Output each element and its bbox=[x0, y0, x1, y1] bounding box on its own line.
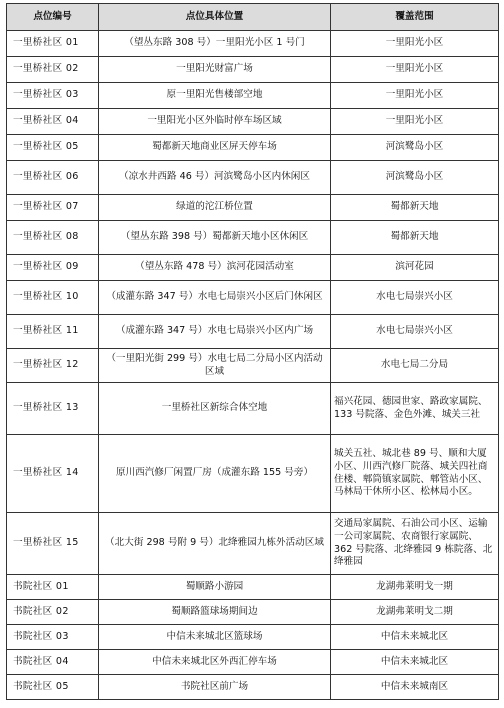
cell-coverage: 河滨鹭岛小区 bbox=[331, 161, 499, 195]
cell-location: 原一里阳光售楼部空地 bbox=[99, 83, 331, 109]
table-row bbox=[7, 625, 499, 650]
cell-location: （望丛东路 478 号）滨河花园活动室 bbox=[99, 255, 331, 281]
header-coverage: 覆盖范围 bbox=[331, 4, 499, 31]
cell-location: （望丛东路 308 号）一里阳光小区 1 号门 bbox=[99, 31, 331, 57]
table-row bbox=[7, 675, 499, 700]
cell-location: 蜀都新天地商业区屏天停车场 bbox=[99, 135, 331, 161]
cell-id: 书院社区 05 bbox=[7, 675, 99, 700]
cell-id: 一里桥社区 01 bbox=[7, 31, 99, 57]
cell-coverage: 福兴花园、德园世家、路政家属院、133 号院落、金色外滩、城关三社 bbox=[331, 383, 499, 435]
cell-coverage: 中信未来城北区 bbox=[331, 650, 499, 675]
cell-location: 蜀顺路篮球场期间边 bbox=[99, 600, 331, 625]
cell-coverage: 水电七局崇兴小区 bbox=[331, 281, 499, 315]
table-row bbox=[7, 349, 499, 383]
cell-coverage: 龙湖弗莱明戈一期 bbox=[331, 575, 499, 600]
cell-location: 绿道的沱江桥位置 bbox=[99, 195, 331, 221]
table-header-row bbox=[7, 4, 499, 31]
cell-coverage: 龙湖弗莱明戈二期 bbox=[331, 600, 499, 625]
table-row bbox=[7, 31, 499, 57]
cell-id: 一里桥社区 08 bbox=[7, 221, 99, 255]
table-row bbox=[7, 255, 499, 281]
cell-coverage: 交通局家属院、石油公司小区、运输一公司家属院、农商银行家属院、362 号院落、北绛雅园 9 栋院落、北绛雅园 bbox=[331, 513, 499, 575]
cell-id: 一里桥社区 02 bbox=[7, 57, 99, 83]
cell-location: 蜀顺路小游园 bbox=[99, 575, 331, 600]
location-table bbox=[6, 3, 499, 700]
table-row bbox=[7, 575, 499, 600]
cell-id: 一里桥社区 14 bbox=[7, 435, 99, 513]
table-row bbox=[7, 109, 499, 135]
table-row bbox=[7, 281, 499, 315]
cell-coverage: 城关五社、城北巷 89 号、顺和大厦小区、川西汽修厂院落、城关四社商住楼、郫筒镇家属院、郫管站小区、马林局干休所小区、松林局小区。 bbox=[331, 435, 499, 513]
cell-location: 一里桥社区新综合体空地 bbox=[99, 383, 331, 435]
table-row bbox=[7, 135, 499, 161]
cell-id: 一里桥社区 07 bbox=[7, 195, 99, 221]
cell-coverage: 水电七局二分局 bbox=[331, 349, 499, 383]
cell-coverage: 滨河花园 bbox=[331, 255, 499, 281]
cell-id: 一里桥社区 05 bbox=[7, 135, 99, 161]
cell-coverage: 中信未来城北区 bbox=[331, 625, 499, 650]
cell-coverage: 水电七局崇兴小区 bbox=[331, 315, 499, 349]
cell-location: 原川西汽修厂闲置厂房（成灌东路 155 号旁） bbox=[99, 435, 331, 513]
cell-id: 一里桥社区 09 bbox=[7, 255, 99, 281]
header-location: 点位具体位置 bbox=[99, 4, 331, 31]
cell-location: 书院社区前广场 bbox=[99, 675, 331, 700]
cell-id: 一里桥社区 06 bbox=[7, 161, 99, 195]
cell-id: 一里桥社区 10 bbox=[7, 281, 99, 315]
cell-id: 书院社区 04 bbox=[7, 650, 99, 675]
table-row bbox=[7, 600, 499, 625]
table-row bbox=[7, 513, 499, 575]
cell-location: （北大街 298 号附 9 号）北绛雅园九栋外活动区域 bbox=[99, 513, 331, 575]
cell-location: （一里阳光街 299 号）水电七局二分局小区内活动区域 bbox=[99, 349, 331, 383]
cell-id: 书院社区 01 bbox=[7, 575, 99, 600]
cell-location: （凉水井西路 46 号）河滨鹭岛小区内休闲区 bbox=[99, 161, 331, 195]
cell-coverage: 一里阳光小区 bbox=[331, 83, 499, 109]
cell-id: 一里桥社区 03 bbox=[7, 83, 99, 109]
cell-id: 一里桥社区 04 bbox=[7, 109, 99, 135]
cell-coverage: 河滨鹭岛小区 bbox=[331, 135, 499, 161]
cell-location: 中信未来城北区外西汇停车场 bbox=[99, 650, 331, 675]
cell-coverage: 蜀都新天地 bbox=[331, 195, 499, 221]
table-row bbox=[7, 57, 499, 83]
cell-coverage: 一里阳光小区 bbox=[331, 109, 499, 135]
table-row bbox=[7, 435, 499, 513]
cell-coverage: 蜀都新天地 bbox=[331, 221, 499, 255]
cell-id: 书院社区 03 bbox=[7, 625, 99, 650]
table-row bbox=[7, 383, 499, 435]
table-row bbox=[7, 161, 499, 195]
table-row bbox=[7, 650, 499, 675]
table-row bbox=[7, 221, 499, 255]
cell-location: （成灌东路 347 号）水电七局崇兴小区后门休闲区 bbox=[99, 281, 331, 315]
table-row bbox=[7, 315, 499, 349]
cell-id: 一里桥社区 15 bbox=[7, 513, 99, 575]
cell-coverage: 中信未来城南区 bbox=[331, 675, 499, 700]
cell-location: 中信未来城北区篮球场 bbox=[99, 625, 331, 650]
header-id: 点位编号 bbox=[7, 4, 99, 31]
table-row bbox=[7, 195, 499, 221]
cell-location: 一里阳光财富广场 bbox=[99, 57, 331, 83]
cell-id: 一里桥社区 12 bbox=[7, 349, 99, 383]
cell-coverage: 一里阳光小区 bbox=[331, 57, 499, 83]
cell-location: （成灌东路 347 号）水电七局崇兴小区内广场 bbox=[99, 315, 331, 349]
cell-id: 书院社区 02 bbox=[7, 600, 99, 625]
cell-coverage: 一里阳光小区 bbox=[331, 31, 499, 57]
table-row bbox=[7, 83, 499, 109]
cell-id: 一里桥社区 11 bbox=[7, 315, 99, 349]
cell-id: 一里桥社区 13 bbox=[7, 383, 99, 435]
cell-location: （望丛东路 398 号）蜀都新天地小区休闲区 bbox=[99, 221, 331, 255]
cell-location: 一里阳光小区外临时停车场区域 bbox=[99, 109, 331, 135]
